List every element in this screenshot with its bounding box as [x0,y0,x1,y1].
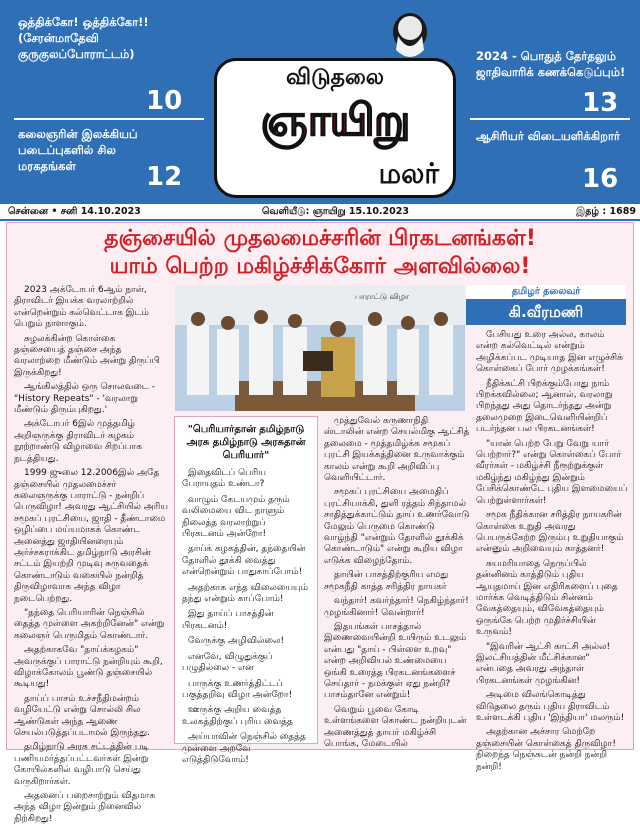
teaser-title: ஆசிரியர் விடையளிக்கிறார் [476,129,621,143]
teaser-page: 10 [146,86,183,116]
paragraph: அக்டோபர் 6இல் முத்தமிழ் அறிஞருக்கு திராவிடர் கழகம் நூற்றாண்டு விழாவை சிறப்பாக நடத்தியது. [14,419,142,464]
paragraph: அதற்காகவே "தாய்க்கழகம்" அவருக்குப் பாராட்டு நன்றியும் கூறி, விழாக்கோலம் பூண்டு தஞ்சையில் கூடியது! [14,645,163,690]
quote-box [174,416,318,765]
masthead [0,0,640,204]
teaser-divider [470,118,630,120]
paragraph: தமிழ்நாடு அரசு சட்டத்தின் படி பணியமர்த்தப்பட்டவர்கள் இன்று கோயில்களில் வழிபாடு செய்து வருகிறார்கள். [14,742,149,787]
event-photo[interactable] [175,285,465,411]
paragraph: தாயின் பாசத்திற்குரிய எமது சமூகநீதி காத்த சரித்திர நாயகர் [324,570,449,592]
quote-paragraph: வாழும் கேடயமும் தரும் வலிமையை விட நாளும் நிலைத்த வரலாற்றுப் பிரகடனம் அன்றோ! [182,494,290,540]
teaser-title: ஒத்திக்கோ! ஒத்திக்கோ!! (சேரன்மாதேவி குருகுலப்போராட்டம்) [18,15,149,61]
quote-paragraph: ஊருக்கு அறிய வைத்த உலகத்திற்குப் புரிய வைத்த [182,705,293,727]
quote-paragraph: தாய்க் கழகத்தின், தந்தையின் தோளில் தூக்கி வைத்து என்றென்றும் பாதுகாப்போம்! [182,544,306,578]
paragraph: சுயமரியாதை நெருப்பில் தன்னினம் காத்திடும் புதிய ஆயுதமாய் இன எதிரிகளைப் புதை மார்க்க வெடித்திடும் சின்னம் வேகத்தையும், விவேகத்தையும் ஒருங்கே பெற்ற முதிர்ச்சியின் உருவம்! [476,558,618,638]
paragraph: சமூகப் புரட்சியை அமைதிப் புரட்சியாக்கி, துளி ரத்தம் சிந்தாமல் சாதித்துக்காட்டும் தாய் உணர்வோடு மேலும் பெருமை கொண்டு வாழ்ந்தி "என்றும் தோளில் தூக்கிக் கொண்டாடும்" என்று கூறிய விழா எடுக்க விழைந்தோம். [324,487,470,566]
issue-info-strip [0,204,640,221]
logo-bottom-text: மலர் [378,157,439,190]
issue-date-left: சென்னை • சனி 14.10.2023 [8,206,141,217]
author-role: தமிழர் தலைவர் [466,285,626,299]
paragraph: அடிமை விலங்கொடித்து விடுதலை தரும் புதிய திராவிடம் உள்ளடக்கி புதிய 'இந்தியா' மலரும்! [476,690,625,723]
paragraph: 1999 ஜுலை 12.2006இல் அதே தஞ்சையில் முதலமைச்சர் கலைஞருக்கு பாராட்டு - நன்றிப் பெருவிழா! அவரது ஆட்சியில் அரிய சமூகப் புரட்சியை, ஜாதி - தீண்டாமை ஒழிப்பை மய்யமாகக் கொண்ட அனைத்து ஜாதியினரையும் அர்ச்சகராக்கிட தமிழ்நாடு அரசின் சட்டம் இயற்றி முடிவு சுருவதைக் கொண்டாடும் வகையில் நன்றித் திருவிழாவாக அந்த விழா நடைபெற்றது. [14,468,168,604]
quote-paragraph: இதைவிடப் பெரிய பேராயுதம் உண்டா? [182,468,266,490]
quote-paragraph: பாருக்கு உணர்த்திட்டப் பகுத்தறிவு விழா அன்றோ! [182,678,293,700]
article-column-3 [476,330,628,772]
paragraph: இதயங்கள் பாசத்தால் இணைவையின்றி உயிரும் உடலும் என்பது "தாய் - பிள்ளை உறவு" என்ற அறிவியல் உண்மையை ஒங்கி உரைத்த பிரகடனங்களைச் செய்தார் - நமக்குள் ஏது நன்றி? பாசம்தானே என்றும்! [324,621,467,701]
author-box [466,285,626,327]
event-photo-image [175,285,465,411]
teaser-left-2[interactable] [18,126,183,192]
paragraph: "யான் பெற்ற பேறு வேறு யார் பெற்றார்?" என்று கொள்கைப் போர் வீரர்கள் - மகிழ்ச்சி நீரூற்றுக்குள் மகிழ்ந்து மகிழ்ந்து இன்றும் பேசிக்கொண்டே புதிய இளமையைப் பெற்றுள்ளார்கள்! [476,438,628,506]
masthead-logo[interactable] [214,58,456,198]
photo-banner-text: பாராட்டு விழா [355,292,410,301]
paragraph: சமூக நீதிக்கான சரித்திர நாயகரின் கொள்கை உறுதி அவரது பெயருக்கேற்ற இரும்பு உறுதியாகும் என்னும் அறிவையும் காத்தனர்! [476,510,624,555]
paragraph: அதற்கான அச்சார மெற்றே தஞ்சையின் கொள்கைத் திருவிழா! நிறைந்த நெஞ்சுடன் நன்றி நன்றி நன்றி! [476,727,616,772]
author-name: கி.வீரமணி [466,299,626,325]
teaser-page: 13 [582,88,619,118]
logo-main-text: ஞாயிறு [260,95,410,146]
article-column-2 [324,416,470,749]
teaser-right-2[interactable] [476,128,626,194]
teaser-title: கலைஞரின் இலக்கியப் படைப்புகளில் சில மரகதங்கள் [18,127,138,173]
quote-paragraph: வேருக்கு அழிவில்லை! [188,636,285,647]
logo-top-text: விடுதலை [285,65,385,90]
quote-title: "பெரியார்தான் தமிழ்நாடு அரசு தமிழ்நாடு அரசுதான் பெரியார்" [186,424,306,461]
issue-number: இதழ் : 1689 [576,206,636,217]
paragraph: அதனைப் பறைசாற்றும் விதமாக அந்த விழா இன்றும் நினைவில் நிற்கிறது! [14,791,156,824]
paragraph: தாய்ப் பாசம் உச்சநீதிமன்றம் வழியேட்டு என்று சொல்லி சில ஆண்டுகள் அந்த ஆணை செயல்படுத்தப்படாமல் இருந்தது. [14,693,150,739]
quote-paragraph: இது தாய்ப் பாசத்தின் பிரகடனம்! [182,609,274,631]
quote-paragraph: அய்யாவின் நெஞ்சில் தைத்த முள்ளை அறவே எடுத்திடுவோம்! [182,732,306,765]
paragraph: "இவரின் ஆட்சி காட்சி அல்ல! இலட்சியத்தின் மீட்சிக்கான" என்பதை அவரது அந்தாள் பிரகடனங்கள் முழங்கின! [476,641,611,686]
paragraph: பேசியது உரை அல்ல, காலம் என்ற கல்வெட்டில் என்றும் அழிக்கப்பட முடியாத இன எழுச்சிக் கொள்கைப் போர் முழக்கங்கள்! [476,330,623,375]
quote-paragraph: அதற்காக எந்த விலையையும் தந்து என்றும் காப்போம்! [182,582,309,605]
paragraph: நீதிக்கட்சி பிறக்கும்போது நாம் பிறக்கவில்லை; ஆனால், வரலாறு பிறந்தது அது தொடர்ந்தது அன்று தலைமுறை இடைவெளியின்றிப் படர்ந்தன பல பிரகடனங்கள்! [476,378,613,435]
issue-release-date: வெளியீடு: ஞாயிறு 15.10.2023 [262,206,409,217]
paragraph: ஆங்கிலத்தில் ஒரு சொலவடை - "History Repeats" - 'வரலாறு மீண்டும் திரும்புகிறது.' [14,382,155,416]
headline-line-2: யாம் பெற்ற மகிழ்ச்சிக்கோர் அளவில்லை! [109,254,531,279]
paragraph: சுழலக்கின்ற கொள்கை தஞ்சையைத் தஞ்சை அந்த வரலாற்றை மீண்டும் அன்று திருப்பி இருக்கிறது! [14,333,160,378]
paragraph: வெறும் பூவை கோடி உள்ளங்களை கொண்ட நன்றியுடன் அணைத்துத் தாயர் மகிழ்ச்சி பொங்க, மேடையில் [324,704,467,749]
teaser-page: 12 [146,162,183,192]
teaser-page: 16 [582,164,619,194]
paragraph: "தந்தை பெரியாரின் நெஞ்சில் தைத்த முள்ளை அகற்றினேன்" என்று கலைஞர் பெருமிதம் கொண்டார். [14,607,165,641]
paragraph: முத்துவேல் கருணாநிதி ஸ்டாலின் என்ற செயல்மிகு ஆட்சித் தலைமை - மூத்தமிழ்க்க சமூகப் புரட்சி இயக்கத்தினை உருவாக்கும் காலம் என்று கூறி அறிவிப்பு வெளியிட்டார். [324,416,470,484]
article-column-1 [14,285,168,824]
quote-body [182,468,310,766]
teaser-divider [14,118,204,120]
teaser-title: 2024 - பொதுத் தேர்தலும் ஜாதிவாரிக் கணக்கெடுப்பும்! [476,49,626,79]
headline-line-1: தஞ்சையில் முதலமைச்சரின் பிரகடனங்கள்! [104,226,536,251]
teaser-left-1[interactable] [18,14,183,116]
paragraph: வந்தார்! கவர்ந்தார்! நெகிழ்ந்தார்! முழங்கினார்! வென்றார்! [324,596,469,618]
paragraph: 2023 அக்டோபர் 6ஆம் நாள், திராவிடர் இயக்க வரலாற்றில் என்றென்றும் கல்வெட்டாக இடம் பெறும் நாளாகும். [14,285,149,330]
quote-paragraph: எனவே, விழுதுக்குப் பழுதில்லை - என [182,651,273,674]
teaser-right-1[interactable] [476,48,626,118]
